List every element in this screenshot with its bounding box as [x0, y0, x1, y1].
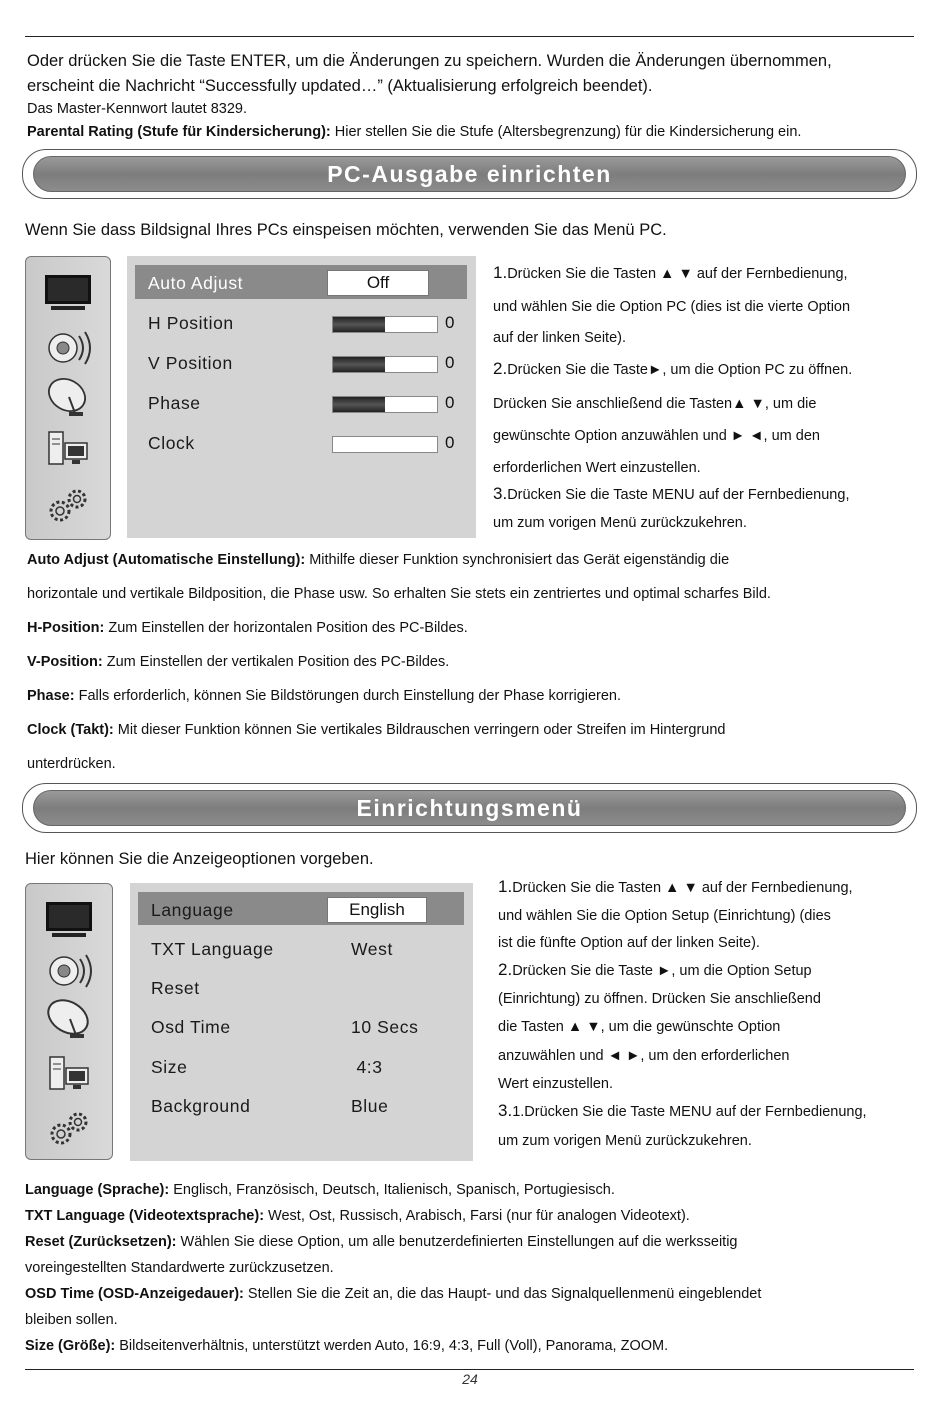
- parental-rating-text: Hier stellen Sie die Stufe (Altersbegrenzung) für die Kindersicherung ein.: [330, 124, 802, 140]
- top-rule: [25, 36, 914, 37]
- pc-desc-line: Phase: Falls erforderlich, können Sie Bildstörungen durch Einstellung der Phase korrigieren.: [27, 688, 622, 704]
- size-value[interactable]: 4:3: [351, 1057, 383, 1077]
- parental-rating-line: [27, 122, 801, 142]
- pc-step-line: 3.Drücken Sie die Taste MENU auf der Fernbedienung,: [493, 484, 850, 503]
- txt-language-label: TXT Language: [151, 939, 274, 959]
- pc-settings-menu: [127, 256, 476, 538]
- setup-step-line: die Tasten ▲ ▼, um die gewünschte Option: [498, 1019, 781, 1035]
- banner-pill: [33, 156, 906, 192]
- phase-slider-fill: [333, 397, 385, 412]
- v-position-value: 0: [445, 353, 455, 372]
- clock-value: 0: [445, 433, 455, 452]
- setup-desc-line: Reset (Zurücksetzen): Wählen Sie diese Option, um alle benutzerdefinierten Einstellungen auf die werksseitig: [25, 1234, 738, 1250]
- h-position-label: H Position: [148, 313, 234, 333]
- setup-section-title: Einrichtungsmenü: [356, 795, 583, 821]
- pc-desc-line: V-Position: Zum Einstellen der vertikalen Position des PC-Bildes.: [27, 654, 450, 670]
- master-password-line: Das Master-Kennwort lautet 8329.: [27, 101, 248, 117]
- pc-desc-line: horizontale und vertikale Bildposition, die Phase usw. So erhalten Sie stets ein zentriertes und optimal scharfes Bild.: [27, 586, 771, 602]
- banner-pill: [33, 790, 906, 826]
- language-value[interactable]: English: [327, 897, 427, 923]
- setup-menu-icon-column: [25, 883, 113, 1160]
- phase-slider[interactable]: [332, 396, 438, 413]
- phase-value: 0: [445, 393, 455, 412]
- intro-line-2: erscheint die Nachricht “Successfully updated…” (Aktualisierung erfolgreich beendet).: [27, 77, 653, 95]
- setup-desc-line: bleiben sollen.: [25, 1312, 118, 1328]
- clock-label: Clock: [148, 433, 195, 453]
- tv-icon: [43, 273, 93, 318]
- pc-icon: [47, 1054, 91, 1099]
- tv-icon: [44, 900, 94, 945]
- v-position-slider-fill: [333, 357, 385, 372]
- pc-desc-line: H-Position: Zum Einstellen der horizontalen Position des PC-Bildes.: [27, 620, 468, 636]
- setup-desc-line: voreingestellten Standardwerte zurückzusetzen.: [25, 1260, 334, 1276]
- pc-desc-line: unterdrücken.: [27, 756, 116, 772]
- setup-step-line: 3.1.Drücken Sie die Taste MENU auf der Fernbedienung,: [498, 1101, 867, 1120]
- setup-step-line: und wählen Sie die Option Setup (Einrichtung) (dies: [498, 908, 831, 924]
- pc-step-line: 2.Drücken Sie die Taste►, um die Option PC zu öffnen.: [493, 359, 853, 378]
- setup-desc-line: TXT Language (Videotextsprache): West, Ost, Russisch, Arabisch, Farsi (nur für analogen Videotext).: [25, 1208, 690, 1224]
- language-label: Language: [151, 900, 234, 920]
- page-number: 24: [462, 1371, 478, 1387]
- pc-step-line: auf der linken Seite).: [493, 330, 626, 346]
- setup-step-line: um zum vorigen Menü zurückzukehren.: [498, 1133, 752, 1149]
- gears-icon: [45, 487, 91, 530]
- pc-step-line: gewünschte Option anzuwählen und ► ◄, um den: [493, 428, 820, 444]
- osd-time-value[interactable]: 10 Secs: [351, 1017, 419, 1037]
- v-position-label: V Position: [148, 353, 233, 373]
- clock-slider[interactable]: [332, 436, 438, 453]
- satellite-dish-icon: [43, 375, 93, 424]
- pc-desc-line: Clock (Takt): Mit dieser Funktion können Sie vertikales Bildrauschen verringern oder Streifen im Hintergrund: [27, 722, 726, 738]
- h-position-slider-fill: [333, 317, 385, 332]
- bottom-rule: [25, 1369, 914, 1370]
- v-position-slider[interactable]: [332, 356, 438, 373]
- setup-settings-menu: [130, 883, 473, 1161]
- setup-intro: Hier können Sie die Anzeigeoptionen vorgeben.: [25, 850, 374, 868]
- intro-line-1: Oder drücken Sie die Taste ENTER, um die Änderungen zu speichern. Wurden die Änderungen übernommen,: [27, 52, 832, 70]
- setup-step-line: 2.Drücken Sie die Taste ►, um die Option Setup: [498, 960, 812, 979]
- phase-label: Phase: [148, 393, 201, 413]
- pc-step-line: erforderlichen Wert einzustellen.: [493, 460, 701, 476]
- pc-section-title: PC-Ausgabe einrichten: [327, 161, 612, 187]
- setup-step-line: ist die fünfte Option auf der linken Seite).: [498, 935, 760, 951]
- auto-adjust-label: Auto Adjust: [148, 273, 244, 293]
- pc-step-line: 1.Drücken Sie die Tasten ▲ ▼ auf der Fernbedienung,: [493, 263, 848, 282]
- setup-desc-line: Size (Größe): Bildseitenverhältnis, unterstützt werden Auto, 16:9, 4:3, Full (Voll), Panorama, ZOOM.: [25, 1338, 669, 1354]
- setup-desc-line: OSD Time (OSD-Anzeigedauer): Stellen Sie die Zeit an, die das Haupt- und das Signalquellenmenü eingeblendet: [25, 1286, 762, 1302]
- pc-menu-icon-column: [25, 256, 111, 540]
- pc-intro: Wenn Sie dass Bildsignal Ihres PCs einspeisen möchten, verwenden Sie das Menü PC.: [25, 221, 667, 239]
- h-position-slider[interactable]: [332, 316, 438, 333]
- pc-icon: [46, 429, 90, 474]
- parental-rating-label: Parental Rating (Stufe für Kindersicherung):: [27, 124, 331, 140]
- setup-step-line: 1.Drücken Sie die Tasten ▲ ▼ auf der Fernbedienung,: [498, 877, 853, 896]
- background-value[interactable]: Blue: [351, 1096, 389, 1116]
- gears-icon: [46, 1110, 92, 1153]
- auto-adjust-value[interactable]: Off: [327, 270, 429, 296]
- osd-time-label: Osd Time: [151, 1017, 231, 1037]
- size-label: Size: [151, 1057, 188, 1077]
- pc-step-line: und wählen Sie die Option PC (dies ist die vierte Option: [493, 299, 851, 315]
- setup-step-line: anzuwählen und ◄ ►, um den erforderlichen: [498, 1048, 790, 1064]
- pc-step-line: Drücken Sie anschließend die Tasten▲ ▼, um die: [493, 396, 817, 412]
- sound-icon: [42, 950, 96, 997]
- pc-section-banner: [22, 149, 917, 199]
- pc-step-line: um zum vorigen Menü zurückzukehren.: [493, 515, 747, 531]
- h-position-value: 0: [445, 313, 455, 332]
- setup-step-line: Wert einzustellen.: [498, 1076, 613, 1092]
- txt-language-value[interactable]: West: [351, 939, 393, 959]
- setup-step-line: (Einrichtung) zu öffnen. Drücken Sie anschließend: [498, 991, 821, 1007]
- background-label: Background: [151, 1096, 251, 1116]
- setup-desc-line: Language (Sprache): Englisch, Französisch, Deutsch, Italienisch, Spanisch, Portugiesisch.: [25, 1182, 615, 1198]
- pc-desc-line: Auto Adjust (Automatische Einstellung): Mithilfe dieser Funktion synchronisiert das Gerät eigenständig die: [27, 552, 730, 568]
- sound-icon: [41, 327, 95, 374]
- setup-section-banner: [22, 783, 917, 833]
- reset-label[interactable]: Reset: [151, 978, 200, 998]
- satellite-dish-icon: [42, 997, 96, 1046]
